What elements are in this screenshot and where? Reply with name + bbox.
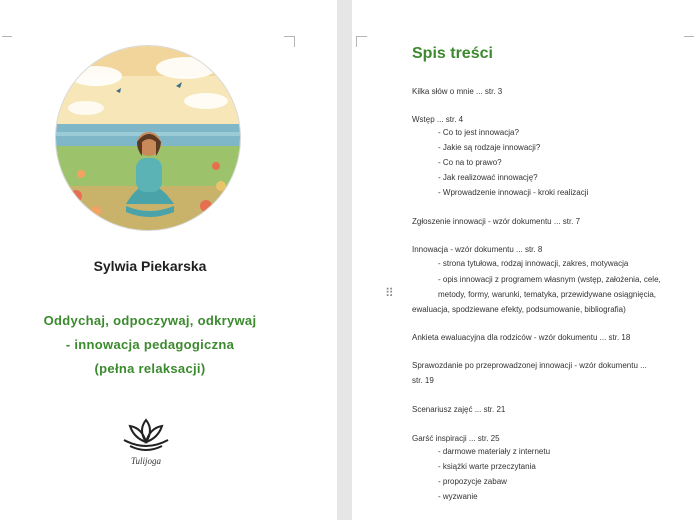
- crop-mark: [356, 36, 367, 47]
- crop-mark: [2, 36, 12, 47]
- crop-mark: [284, 36, 295, 47]
- cover-illustration: [55, 45, 241, 231]
- toc-subentry: - propozycje zabaw: [438, 477, 507, 486]
- toc-subentry: ewaluacja, spodziewane efekty, podsumowanie, bibliografia): [412, 305, 626, 314]
- toc-entry: Sprawozdanie po przeprowadzonej innowacji - wzór dokumentu ...: [412, 361, 647, 370]
- toc-subentry: metody, formy, warunki, tematyka, przewidywane osiągnięcia,: [438, 290, 657, 299]
- toc-entry: Scenariusz zajęć ... str. 21: [412, 405, 506, 414]
- toc-entry: Innowacja - wzór dokumentu ... str. 8: [412, 245, 543, 254]
- toc-entry: Ankieta ewaluacyjna dla rodziców - wzór dokumentu ... str. 18: [412, 333, 631, 342]
- crop-mark: [684, 36, 694, 47]
- toc-entry: Wstęp ... str. 4: [412, 115, 464, 124]
- toc-subentry: - Jakie są rodzaje innowacji?: [438, 143, 541, 152]
- toc-subentry: - Co to jest innowacja?: [438, 128, 519, 137]
- toc-subentry: - Jak realizować innowację?: [438, 173, 538, 182]
- cover-title-line: - innowacja pedagogiczna: [65, 337, 235, 352]
- toc-entry: Garść inspiracji ... str. 25: [412, 434, 500, 443]
- toc-subentry: - Wprowadzenie innowacji - kroki realizacji: [438, 188, 589, 197]
- toc-entry: Zgłoszenie innowacji - wzór dokumentu ... str. 7: [412, 217, 581, 226]
- lotus-logo-icon: [120, 418, 172, 452]
- toc-subentry: - darmowe materiały z internetu: [438, 447, 551, 456]
- toc-entry: Kilka słów o mnie ... str. 3: [412, 87, 503, 96]
- toc-subentry: - strona tytułowa, rodzaj innowacji, zakres, motywacja: [438, 259, 629, 268]
- drag-handle-icon[interactable]: ⠿: [385, 286, 394, 300]
- cover-title-line: Oddychaj, odpoczywaj, odkrywaj: [43, 313, 257, 328]
- toc-subentry: - książki warte przeczytania: [438, 462, 536, 471]
- brand-name: Tulijoga: [130, 456, 161, 466]
- cover-page: [0, 0, 337, 520]
- toc-entry: str. 19: [412, 376, 434, 385]
- toc-subentry: - wyzwanie: [438, 492, 478, 501]
- toc-subentry: - Co na to prawo?: [438, 158, 502, 167]
- author-name: Sylwia Piekarska: [93, 258, 207, 274]
- toc-title: Spis treści: [412, 45, 493, 62]
- cover-title-line: (pełna relaksacji): [94, 361, 206, 376]
- toc-subentry: - opis innowacji z programem własnym (wstęp, założenia, cele,: [438, 275, 661, 284]
